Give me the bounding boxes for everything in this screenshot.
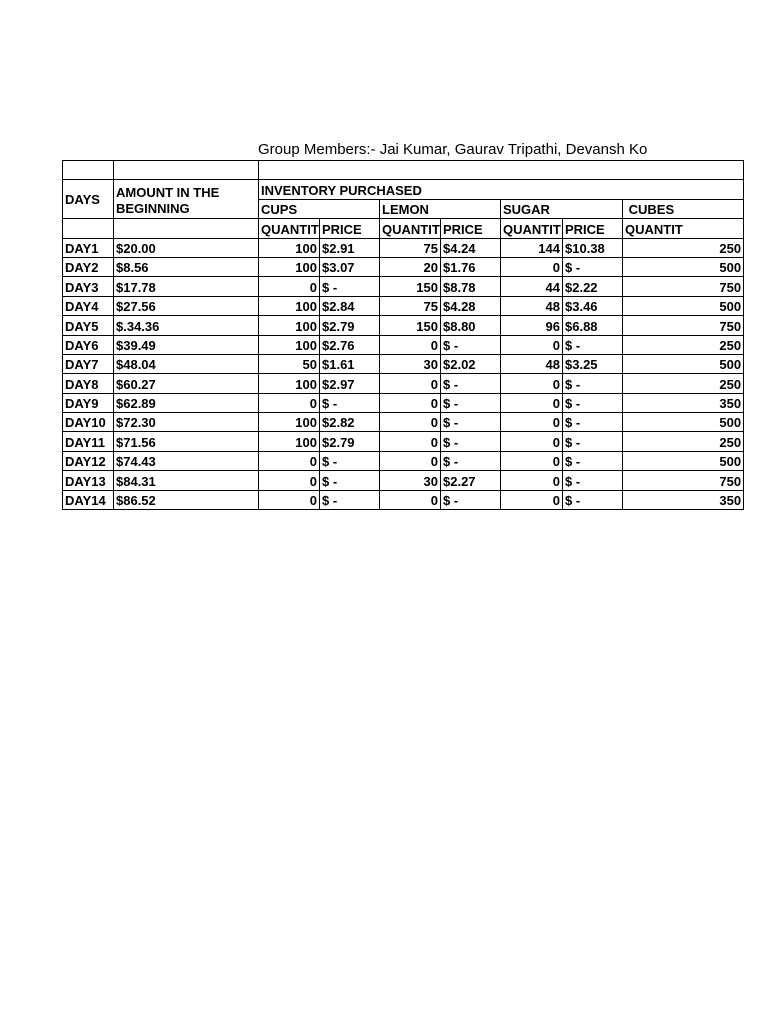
sugar-price-cell[interactable]: $ - — [563, 490, 623, 509]
amount-cell[interactable]: $8.56 — [114, 257, 259, 276]
sugar-price-cell[interactable]: $ - — [563, 374, 623, 393]
amount-cell[interactable]: $60.27 — [114, 374, 259, 393]
inventory-header-cell-top[interactable] — [259, 161, 744, 180]
lemon-header-label: LEMON — [382, 202, 429, 218]
lemon-header[interactable] — [380, 199, 501, 218]
lemon-quantity-cell[interactable]: 20 — [380, 257, 441, 276]
inventory-table — [62, 160, 744, 510]
amount-header-line1: AMOUNT IN THE — [116, 185, 220, 201]
sugar-header-label: SUGAR — [503, 202, 550, 218]
cups-quantity-cell[interactable]: 100 — [259, 257, 320, 276]
sugar-price-cell[interactable]: $ - — [563, 393, 623, 412]
table-row — [63, 277, 744, 296]
amount-cell[interactable]: $84.31 — [114, 471, 259, 490]
day-cell[interactable]: DAY12 — [63, 451, 114, 470]
cups-price-cell[interactable]: $2.79 — [320, 316, 380, 335]
header-row-labels — [63, 180, 744, 199]
cups-price-cell[interactable]: $1.61 — [320, 354, 380, 373]
amount-cell[interactable]: $62.89 — [114, 393, 259, 412]
amount-cell[interactable]: $39.49 — [114, 335, 259, 354]
cups-quantity-cell[interactable]: 0 — [259, 451, 320, 470]
sugar-price-cell[interactable]: $ - — [563, 432, 623, 451]
cubes-quantity-cell[interactable]: 500 — [623, 296, 744, 315]
cups-header[interactable] — [259, 199, 380, 218]
cups-quantity-cell[interactable]: 100 — [259, 374, 320, 393]
lemon-price-cell[interactable]: $8.80 — [441, 316, 501, 335]
sugar-quantity-cell[interactable]: 44 — [501, 277, 563, 296]
days-header[interactable] — [63, 180, 114, 219]
cups-price-cell[interactable]: $2.82 — [320, 413, 380, 432]
cups-quantity-cell[interactable]: 100 — [259, 335, 320, 354]
day-cell[interactable]: DAY14 — [63, 490, 114, 509]
lemon-quantity-cell[interactable]: 0 — [380, 490, 441, 509]
sugar-quantity-cell[interactable]: 0 — [501, 413, 563, 432]
lemon-price-header[interactable]: PRICE — [441, 219, 501, 238]
cups-header-label: CUPS — [261, 202, 298, 218]
table-row — [63, 257, 744, 276]
table-row — [63, 432, 744, 451]
table-row — [63, 335, 744, 354]
days-header-cell-top[interactable] — [63, 161, 114, 180]
lemon-quantity-cell[interactable]: 75 — [380, 238, 441, 257]
cups-price-cell[interactable]: $3.07 — [320, 257, 380, 276]
table-row — [63, 451, 744, 470]
cups-quantity-cell[interactable]: 50 — [259, 354, 320, 373]
group-members-title: Group Members:- Jai Kumar, Gaurav Tripathi, Devansh Ko — [258, 141, 648, 158]
lemon-quantity-cell[interactable]: 0 — [380, 393, 441, 412]
lemon-price-cell[interactable]: $ - — [441, 335, 501, 354]
sugar-quantity-cell[interactable]: 0 — [501, 432, 563, 451]
table-row — [63, 413, 744, 432]
lemon-quantity-cell[interactable]: 30 — [380, 354, 441, 373]
header-spacer-row — [63, 161, 744, 180]
sugar-price-cell[interactable]: $2.22 — [563, 277, 623, 296]
sugar-quantity-cell[interactable]: 48 — [501, 354, 563, 373]
day-cell[interactable]: DAY13 — [63, 471, 114, 490]
sugar-quantity-cell[interactable]: 0 — [501, 257, 563, 276]
lemon-price-cell[interactable]: $ - — [441, 451, 501, 470]
cubes-quantity-cell[interactable]: 750 — [623, 277, 744, 296]
day-cell[interactable]: DAY10 — [63, 413, 114, 432]
lemon-quantity-header[interactable]: QUANTIT — [380, 219, 441, 238]
cups-price-cell[interactable]: $2.91 — [320, 238, 380, 257]
cubes-quantity-cell[interactable]: 350 — [623, 490, 744, 509]
sugar-quantity-cell[interactable]: 0 — [501, 490, 563, 509]
table-row — [63, 238, 744, 257]
cups-price-cell[interactable]: $2.84 — [320, 296, 380, 315]
cups-quantity-cell[interactable]: 100 — [259, 296, 320, 315]
sugar-price-cell[interactable]: $6.88 — [563, 316, 623, 335]
lemon-quantity-cell[interactable]: 0 — [380, 374, 441, 393]
lemon-price-cell[interactable]: $4.28 — [441, 296, 501, 315]
day-cell[interactable]: DAY8 — [63, 374, 114, 393]
cubes-quantity-cell[interactable]: 250 — [623, 432, 744, 451]
cups-quantity-cell[interactable]: 0 — [259, 393, 320, 412]
cubes-quantity-header[interactable]: QUANTIT — [623, 219, 744, 238]
table-row — [63, 374, 744, 393]
cups-quantity-header[interactable]: QUANTIT — [259, 219, 320, 238]
cubes-quantity-cell[interactable]: 250 — [623, 374, 744, 393]
amount-cell[interactable]: $71.56 — [114, 432, 259, 451]
amount-header-cell-top[interactable] — [114, 161, 259, 180]
blank-days-sub[interactable] — [63, 219, 114, 238]
cups-price-cell[interactable]: $2.76 — [320, 335, 380, 354]
sugar-quantity-cell[interactable]: 0 — [501, 335, 563, 354]
day-cell[interactable]: DAY2 — [63, 257, 114, 276]
sugar-quantity-cell[interactable]: 0 — [501, 451, 563, 470]
cubes-header-label: CUBES — [628, 202, 675, 218]
amount-cell[interactable]: $.34.36 — [114, 316, 259, 335]
amount-header-line2: BEGINNING — [116, 201, 190, 217]
day-cell[interactable]: DAY11 — [63, 432, 114, 451]
cups-price-cell[interactable]: $ - — [320, 277, 380, 296]
lemon-price-cell[interactable]: $ - — [441, 374, 501, 393]
header-row-subcolumns — [63, 219, 744, 238]
cups-price-cell[interactable]: $2.79 — [320, 432, 380, 451]
blank-amount-sub[interactable] — [114, 219, 259, 238]
lemon-quantity-cell[interactable]: 0 — [380, 451, 441, 470]
day-cell[interactable]: DAY3 — [63, 277, 114, 296]
table-row — [63, 471, 744, 490]
cups-price-cell[interactable]: $ - — [320, 451, 380, 470]
cups-price-cell[interactable]: $2.97 — [320, 374, 380, 393]
lemon-price-cell[interactable]: $2.27 — [441, 471, 501, 490]
lemon-quantity-cell[interactable]: 30 — [380, 471, 441, 490]
lemon-price-cell[interactable]: $ - — [441, 413, 501, 432]
lemon-price-cell[interactable]: $2.02 — [441, 354, 501, 373]
days-header-label: DAYS — [65, 191, 100, 207]
table-row — [63, 296, 744, 315]
cups-price-cell[interactable]: $ - — [320, 471, 380, 490]
inventory-purchased-header[interactable] — [259, 180, 744, 199]
sugar-quantity-header[interactable]: QUANTIT — [501, 219, 563, 238]
lemon-quantity-cell[interactable]: 0 — [380, 432, 441, 451]
sugar-quantity-cell[interactable]: 0 — [501, 471, 563, 490]
cups-price-cell[interactable]: $ - — [320, 393, 380, 412]
sugar-price-cell[interactable]: $3.25 — [563, 354, 623, 373]
sugar-quantity-cell[interactable]: 144 — [501, 238, 563, 257]
cups-quantity-cell[interactable]: 0 — [259, 471, 320, 490]
inventory-purchased-label: INVENTORY PURCHASED — [261, 182, 422, 198]
day-cell[interactable]: DAY5 — [63, 316, 114, 335]
sugar-price-cell[interactable]: $ - — [563, 451, 623, 470]
sugar-price-header[interactable]: PRICE — [563, 219, 623, 238]
inventory-table-viewport — [62, 160, 742, 594]
sugar-quantity-cell[interactable]: 96 — [501, 316, 563, 335]
day-cell[interactable]: DAY7 — [63, 354, 114, 373]
sugar-quantity-cell[interactable]: 48 — [501, 296, 563, 315]
lemon-price-cell[interactable]: $ - — [441, 393, 501, 412]
sugar-quantity-cell[interactable]: 0 — [501, 374, 563, 393]
cubes-quantity-cell[interactable]: 500 — [623, 413, 744, 432]
cups-price-cell[interactable]: $ - — [320, 490, 380, 509]
table-row — [63, 393, 744, 412]
day-cell[interactable]: DAY9 — [63, 393, 114, 412]
amount-cell[interactable]: $17.78 — [114, 277, 259, 296]
amount-header[interactable] — [114, 180, 259, 219]
table-row — [63, 354, 744, 373]
sugar-price-cell[interactable]: $ - — [563, 471, 623, 490]
cubes-quantity-cell[interactable]: 250 — [623, 335, 744, 354]
amount-cell[interactable]: $48.04 — [114, 354, 259, 373]
cups-quantity-cell[interactable]: 100 — [259, 238, 320, 257]
lemon-price-cell[interactable]: $ - — [441, 432, 501, 451]
amount-cell[interactable]: $72.30 — [114, 413, 259, 432]
cups-quantity-cell[interactable]: 100 — [259, 316, 320, 335]
table-row — [63, 316, 744, 335]
cups-quantity-cell[interactable]: 100 — [259, 413, 320, 432]
amount-cell[interactable]: $27.56 — [114, 296, 259, 315]
cubes-quantity-cell[interactable]: 500 — [623, 354, 744, 373]
lemon-quantity-cell[interactable]: 150 — [380, 316, 441, 335]
cubes-quantity-cell[interactable]: 250 — [623, 238, 744, 257]
cups-quantity-cell[interactable]: 100 — [259, 432, 320, 451]
cubes-quantity-cell[interactable]: 500 — [623, 451, 744, 470]
table-row — [63, 490, 744, 509]
cubes-quantity-cell[interactable]: 350 — [623, 393, 744, 412]
lemon-quantity-cell[interactable]: 150 — [380, 277, 441, 296]
cubes-quantity-cell[interactable]: 750 — [623, 471, 744, 490]
lemon-price-cell[interactable]: $8.78 — [441, 277, 501, 296]
sugar-price-cell[interactable]: $ - — [563, 335, 623, 354]
lemon-quantity-cell[interactable]: 0 — [380, 413, 441, 432]
lemon-quantity-cell[interactable]: 75 — [380, 296, 441, 315]
sugar-quantity-cell[interactable]: 0 — [501, 393, 563, 412]
sugar-price-cell[interactable]: $3.46 — [563, 296, 623, 315]
sugar-header[interactable] — [501, 199, 623, 218]
cubes-header[interactable] — [623, 199, 744, 218]
cubes-quantity-cell[interactable]: 500 — [623, 257, 744, 276]
day-cell[interactable]: DAY4 — [63, 296, 114, 315]
amount-cell[interactable]: $86.52 — [114, 490, 259, 509]
sugar-price-cell[interactable]: $ - — [563, 257, 623, 276]
lemon-quantity-cell[interactable]: 0 — [380, 335, 441, 354]
cups-quantity-cell[interactable]: 0 — [259, 490, 320, 509]
sugar-price-cell[interactable]: $10.38 — [563, 238, 623, 257]
cubes-quantity-cell[interactable]: 750 — [623, 316, 744, 335]
sugar-price-cell[interactable]: $ - — [563, 413, 623, 432]
lemon-price-cell[interactable]: $1.76 — [441, 257, 501, 276]
amount-cell[interactable]: $20.00 — [114, 238, 259, 257]
cups-quantity-cell[interactable]: 0 — [259, 277, 320, 296]
lemon-price-cell[interactable]: $ - — [441, 490, 501, 509]
day-cell[interactable]: DAY1 — [63, 238, 114, 257]
lemon-price-cell[interactable]: $4.24 — [441, 238, 501, 257]
day-cell[interactable]: DAY6 — [63, 335, 114, 354]
cups-price-header[interactable]: PRICE — [320, 219, 380, 238]
amount-cell[interactable]: $74.43 — [114, 451, 259, 470]
